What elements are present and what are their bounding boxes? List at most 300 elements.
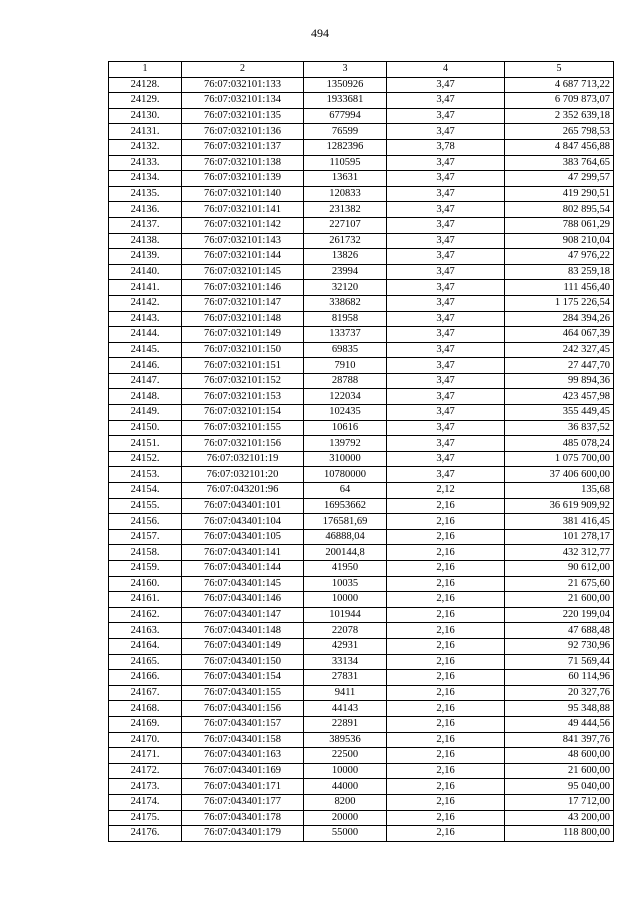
area-value-cell: 1282396	[304, 139, 387, 155]
table-row	[109, 561, 614, 577]
area-value-cell: 7910	[304, 358, 387, 374]
area-value-cell: 16953662	[304, 498, 387, 514]
area-value-cell: 677994	[304, 108, 387, 124]
area-value-cell: 231382	[304, 202, 387, 218]
table-row	[109, 779, 614, 795]
table-row	[109, 217, 614, 233]
table-row	[109, 405, 614, 421]
table-row	[109, 77, 614, 93]
row-number-cell: 24143.	[109, 311, 182, 327]
table-row	[109, 623, 614, 639]
area-value-cell: 10000	[304, 763, 387, 779]
data-table	[108, 61, 614, 842]
area-value-cell: 13631	[304, 171, 387, 187]
column-header-2: 2	[182, 62, 304, 78]
rate-value-cell: 2,16	[387, 654, 505, 670]
row-number-cell: 24135.	[109, 186, 182, 202]
row-number-cell: 24147.	[109, 373, 182, 389]
sum-value-cell: 71 569,44	[505, 654, 614, 670]
row-number-cell: 24141.	[109, 280, 182, 296]
table-row	[109, 373, 614, 389]
cadastral-number-cell: 76:07:032101:137	[182, 139, 304, 155]
row-number-cell: 24139.	[109, 249, 182, 265]
rate-value-cell: 3,78	[387, 139, 505, 155]
table-row	[109, 311, 614, 327]
sum-value-cell: 21 600,00	[505, 592, 614, 608]
rate-value-cell: 2,16	[387, 498, 505, 514]
table-row	[109, 529, 614, 545]
rate-value-cell: 3,47	[387, 327, 505, 343]
area-value-cell: 22500	[304, 748, 387, 764]
cadastral-number-cell: 76:07:043401:157	[182, 716, 304, 732]
table-row	[109, 826, 614, 842]
rate-value-cell: 3,47	[387, 311, 505, 327]
sum-value-cell: 27 447,70	[505, 358, 614, 374]
row-number-cell: 24171.	[109, 748, 182, 764]
row-number-cell: 24170.	[109, 732, 182, 748]
cadastral-number-cell: 76:07:032101:153	[182, 389, 304, 405]
sum-value-cell: 21 600,00	[505, 763, 614, 779]
cadastral-number-cell: 76:07:032101:155	[182, 420, 304, 436]
row-number-cell: 24132.	[109, 139, 182, 155]
area-value-cell: 9411	[304, 685, 387, 701]
cadastral-number-cell: 76:07:032101:19	[182, 451, 304, 467]
cadastral-number-cell: 76:07:043401:178	[182, 810, 304, 826]
rate-value-cell: 3,47	[387, 217, 505, 233]
rate-value-cell: 3,47	[387, 342, 505, 358]
rate-value-cell: 2,16	[387, 779, 505, 795]
rate-value-cell: 2,16	[387, 670, 505, 686]
rate-value-cell: 3,47	[387, 420, 505, 436]
sum-value-cell: 111 456,40	[505, 280, 614, 296]
table-row	[109, 732, 614, 748]
row-number-cell: 24133.	[109, 155, 182, 171]
sum-value-cell: 47 299,57	[505, 171, 614, 187]
sum-value-cell: 135,68	[505, 483, 614, 499]
sum-value-cell: 220 199,04	[505, 607, 614, 623]
table-row	[109, 327, 614, 343]
sum-value-cell: 20 327,76	[505, 685, 614, 701]
table-row	[109, 467, 614, 483]
area-value-cell: 133737	[304, 327, 387, 343]
cadastral-number-cell: 76:07:032101:139	[182, 171, 304, 187]
rate-value-cell: 3,47	[387, 186, 505, 202]
row-number-cell: 24131.	[109, 124, 182, 140]
row-number-cell: 24158.	[109, 545, 182, 561]
rate-value-cell: 3,47	[387, 202, 505, 218]
cadastral-number-cell: 76:07:032101:145	[182, 264, 304, 280]
rate-value-cell: 3,47	[387, 155, 505, 171]
cadastral-number-cell: 76:07:032101:133	[182, 77, 304, 93]
column-header-4: 4	[387, 62, 505, 78]
cadastral-number-cell: 76:07:032101:154	[182, 405, 304, 421]
table-body	[109, 77, 614, 841]
rate-value-cell: 3,47	[387, 405, 505, 421]
sum-value-cell: 2 352 639,18	[505, 108, 614, 124]
area-value-cell: 338682	[304, 295, 387, 311]
table-row	[109, 249, 614, 265]
table-row	[109, 202, 614, 218]
area-value-cell: 389536	[304, 732, 387, 748]
sum-value-cell: 36 837,52	[505, 420, 614, 436]
column-header-5: 5	[505, 62, 614, 78]
sum-value-cell: 1 075 700,00	[505, 451, 614, 467]
area-value-cell: 102435	[304, 405, 387, 421]
row-number-cell: 24174.	[109, 794, 182, 810]
sum-value-cell: 265 798,53	[505, 124, 614, 140]
cadastral-number-cell: 76:07:032101:135	[182, 108, 304, 124]
area-value-cell: 41950	[304, 561, 387, 577]
table-row	[109, 186, 614, 202]
rate-value-cell: 3,47	[387, 358, 505, 374]
table-row	[109, 93, 614, 109]
table-row	[109, 358, 614, 374]
rate-value-cell: 2,16	[387, 623, 505, 639]
cadastral-number-cell: 76:07:043401:155	[182, 685, 304, 701]
rate-value-cell: 3,47	[387, 108, 505, 124]
cadastral-number-cell: 76:07:043401:156	[182, 701, 304, 717]
rate-value-cell: 3,47	[387, 451, 505, 467]
cadastral-number-cell: 76:07:043401:179	[182, 826, 304, 842]
table-row	[109, 545, 614, 561]
sum-value-cell: 118 800,00	[505, 826, 614, 842]
cadastral-number-cell: 76:07:032101:20	[182, 467, 304, 483]
table-row	[109, 716, 614, 732]
rate-value-cell: 2,16	[387, 576, 505, 592]
row-number-cell: 24149.	[109, 405, 182, 421]
rate-value-cell: 2,16	[387, 794, 505, 810]
table-row	[109, 514, 614, 530]
table-row	[109, 794, 614, 810]
cadastral-number-cell: 76:07:043401:144	[182, 561, 304, 577]
rate-value-cell: 3,47	[387, 436, 505, 452]
sum-value-cell: 95 348,88	[505, 701, 614, 717]
area-value-cell: 28788	[304, 373, 387, 389]
table-row	[109, 763, 614, 779]
rate-value-cell: 2,16	[387, 732, 505, 748]
table-header	[109, 62, 614, 78]
rate-value-cell: 2,16	[387, 529, 505, 545]
cadastral-number-cell: 76:07:032101:136	[182, 124, 304, 140]
table-row	[109, 810, 614, 826]
sum-value-cell: 841 397,76	[505, 732, 614, 748]
area-value-cell: 176581,69	[304, 514, 387, 530]
row-number-cell: 24150.	[109, 420, 182, 436]
row-number-cell: 24128.	[109, 77, 182, 93]
rate-value-cell: 3,47	[387, 373, 505, 389]
area-value-cell: 1350926	[304, 77, 387, 93]
area-value-cell: 139792	[304, 436, 387, 452]
area-value-cell: 10780000	[304, 467, 387, 483]
area-value-cell: 110595	[304, 155, 387, 171]
row-number-cell: 24137.	[109, 217, 182, 233]
row-number-cell: 24166.	[109, 670, 182, 686]
table-row	[109, 670, 614, 686]
cadastral-number-cell: 76:07:032101:141	[182, 202, 304, 218]
rate-value-cell: 2,16	[387, 545, 505, 561]
table-row	[109, 576, 614, 592]
cadastral-number-cell: 76:07:032101:147	[182, 295, 304, 311]
area-value-cell: 76599	[304, 124, 387, 140]
cadastral-number-cell: 76:07:032101:134	[182, 93, 304, 109]
sum-value-cell: 60 114,96	[505, 670, 614, 686]
area-value-cell: 32120	[304, 280, 387, 296]
sum-value-cell: 419 290,51	[505, 186, 614, 202]
rate-value-cell: 2,16	[387, 685, 505, 701]
table-row	[109, 389, 614, 405]
cadastral-number-cell: 76:07:043401:158	[182, 732, 304, 748]
table-row	[109, 451, 614, 467]
row-number-cell: 24155.	[109, 498, 182, 514]
area-value-cell: 27831	[304, 670, 387, 686]
rate-value-cell: 3,47	[387, 124, 505, 140]
row-number-cell: 24156.	[109, 514, 182, 530]
row-number-cell: 24175.	[109, 810, 182, 826]
area-value-cell: 120833	[304, 186, 387, 202]
area-value-cell: 69835	[304, 342, 387, 358]
row-number-cell: 24146.	[109, 358, 182, 374]
area-value-cell: 23994	[304, 264, 387, 280]
row-number-cell: 24163.	[109, 623, 182, 639]
area-value-cell: 101944	[304, 607, 387, 623]
sum-value-cell: 49 444,56	[505, 716, 614, 732]
cadastral-number-cell: 76:07:032101:146	[182, 280, 304, 296]
area-value-cell: 33134	[304, 654, 387, 670]
cadastral-number-cell: 76:07:043401:147	[182, 607, 304, 623]
table-row	[109, 436, 614, 452]
cadastral-number-cell: 76:07:032101:142	[182, 217, 304, 233]
rate-value-cell: 2,16	[387, 810, 505, 826]
sum-value-cell: 464 067,39	[505, 327, 614, 343]
area-value-cell: 81958	[304, 311, 387, 327]
table-row	[109, 685, 614, 701]
area-value-cell: 22891	[304, 716, 387, 732]
rate-value-cell: 3,47	[387, 295, 505, 311]
sum-value-cell: 83 259,18	[505, 264, 614, 280]
table-row	[109, 748, 614, 764]
row-number-cell: 24172.	[109, 763, 182, 779]
rate-value-cell: 3,47	[387, 249, 505, 265]
rate-value-cell: 3,47	[387, 77, 505, 93]
rate-value-cell: 2,16	[387, 561, 505, 577]
sum-value-cell: 101 278,17	[505, 529, 614, 545]
cadastral-number-cell: 76:07:032101:143	[182, 233, 304, 249]
rate-value-cell: 3,47	[387, 389, 505, 405]
rate-value-cell: 2,16	[387, 826, 505, 842]
sum-value-cell: 99 894,36	[505, 373, 614, 389]
table-row	[109, 233, 614, 249]
area-value-cell: 8200	[304, 794, 387, 810]
rate-value-cell: 2,16	[387, 716, 505, 732]
cadastral-number-cell: 76:07:043401:145	[182, 576, 304, 592]
row-number-cell: 24161.	[109, 592, 182, 608]
cadastral-number-cell: 76:07:032101:138	[182, 155, 304, 171]
area-value-cell: 310000	[304, 451, 387, 467]
table-row	[109, 638, 614, 654]
rate-value-cell: 2,16	[387, 592, 505, 608]
row-number-cell: 24148.	[109, 389, 182, 405]
rate-value-cell: 3,47	[387, 171, 505, 187]
rate-value-cell: 2,16	[387, 638, 505, 654]
cadastral-number-cell: 76:07:043401:104	[182, 514, 304, 530]
cadastral-number-cell: 76:07:043401:148	[182, 623, 304, 639]
row-number-cell: 24165.	[109, 654, 182, 670]
cadastral-number-cell: 76:07:032101:151	[182, 358, 304, 374]
sum-value-cell: 90 612,00	[505, 561, 614, 577]
sum-value-cell: 47 976,22	[505, 249, 614, 265]
sum-value-cell: 1 175 226,54	[505, 295, 614, 311]
table-row	[109, 607, 614, 623]
cadastral-number-cell: 76:07:032101:149	[182, 327, 304, 343]
row-number-cell: 24154.	[109, 483, 182, 499]
column-header-1: 1	[109, 62, 182, 78]
area-value-cell: 46888,04	[304, 529, 387, 545]
row-number-cell: 24162.	[109, 607, 182, 623]
table-row	[109, 295, 614, 311]
area-value-cell: 10000	[304, 592, 387, 608]
sum-value-cell: 37 406 600,00	[505, 467, 614, 483]
rate-value-cell: 2,16	[387, 701, 505, 717]
sum-value-cell: 6 709 873,07	[505, 93, 614, 109]
table-row	[109, 171, 614, 187]
area-value-cell: 55000	[304, 826, 387, 842]
area-value-cell: 10616	[304, 420, 387, 436]
rate-value-cell: 3,47	[387, 93, 505, 109]
sum-value-cell: 47 688,48	[505, 623, 614, 639]
rate-value-cell: 2,12	[387, 483, 505, 499]
table-row	[109, 701, 614, 717]
rate-value-cell: 3,47	[387, 467, 505, 483]
area-value-cell: 20000	[304, 810, 387, 826]
sum-value-cell: 48 600,00	[505, 748, 614, 764]
row-number-cell: 24129.	[109, 93, 182, 109]
sum-value-cell: 383 764,65	[505, 155, 614, 171]
cadastral-number-cell: 76:07:043401:171	[182, 779, 304, 795]
table-row	[109, 498, 614, 514]
rate-value-cell: 2,16	[387, 763, 505, 779]
table-row	[109, 124, 614, 140]
sum-value-cell: 92 730,96	[505, 638, 614, 654]
sum-value-cell: 43 200,00	[505, 810, 614, 826]
cadastral-number-cell: 76:07:043401:177	[182, 794, 304, 810]
cadastral-number-cell: 76:07:043401:105	[182, 529, 304, 545]
column-header-3: 3	[304, 62, 387, 78]
cadastral-number-cell: 76:07:032101:152	[182, 373, 304, 389]
table-row	[109, 654, 614, 670]
rate-value-cell: 3,47	[387, 280, 505, 296]
row-number-cell: 24136.	[109, 202, 182, 218]
row-number-cell: 24153.	[109, 467, 182, 483]
header-row	[109, 62, 614, 78]
sum-value-cell: 423 457,98	[505, 389, 614, 405]
area-value-cell: 227107	[304, 217, 387, 233]
sum-value-cell: 381 416,45	[505, 514, 614, 530]
row-number-cell: 24140.	[109, 264, 182, 280]
row-number-cell: 24159.	[109, 561, 182, 577]
row-number-cell: 24176.	[109, 826, 182, 842]
table-row	[109, 280, 614, 296]
cadastral-number-cell: 76:07:043401:141	[182, 545, 304, 561]
sum-value-cell: 95 040,00	[505, 779, 614, 795]
area-value-cell: 64	[304, 483, 387, 499]
table-row	[109, 139, 614, 155]
table-row	[109, 264, 614, 280]
sum-value-cell: 908 210,04	[505, 233, 614, 249]
rate-value-cell: 3,47	[387, 233, 505, 249]
cadastral-number-cell: 76:07:043401:169	[182, 763, 304, 779]
area-value-cell: 44143	[304, 701, 387, 717]
table-row	[109, 342, 614, 358]
row-number-cell: 24168.	[109, 701, 182, 717]
sum-value-cell: 284 394,26	[505, 311, 614, 327]
row-number-cell: 24160.	[109, 576, 182, 592]
cadastral-number-cell: 76:07:043401:146	[182, 592, 304, 608]
cadastral-number-cell: 76:07:043401:154	[182, 670, 304, 686]
area-value-cell: 261732	[304, 233, 387, 249]
sum-value-cell: 17 712,00	[505, 794, 614, 810]
table-row	[109, 592, 614, 608]
cadastral-number-cell: 76:07:043401:150	[182, 654, 304, 670]
row-number-cell: 24157.	[109, 529, 182, 545]
cadastral-number-cell: 76:07:043401:163	[182, 748, 304, 764]
cadastral-number-cell: 76:07:032101:156	[182, 436, 304, 452]
row-number-cell: 24144.	[109, 327, 182, 343]
row-number-cell: 24142.	[109, 295, 182, 311]
table-row	[109, 155, 614, 171]
area-value-cell: 42931	[304, 638, 387, 654]
cadastral-number-cell: 76:07:043201:96	[182, 483, 304, 499]
rate-value-cell: 2,16	[387, 514, 505, 530]
cadastral-number-cell: 76:07:032101:150	[182, 342, 304, 358]
cadastral-number-cell: 76:07:032101:148	[182, 311, 304, 327]
sum-value-cell: 355 449,45	[505, 405, 614, 421]
sum-value-cell: 21 675,60	[505, 576, 614, 592]
cadastral-number-cell: 76:07:043401:101	[182, 498, 304, 514]
cadastral-number-cell: 76:07:032101:140	[182, 186, 304, 202]
row-number-cell: 24130.	[109, 108, 182, 124]
row-number-cell: 24145.	[109, 342, 182, 358]
sum-value-cell: 36 619 909,92	[505, 498, 614, 514]
row-number-cell: 24138.	[109, 233, 182, 249]
row-number-cell: 24134.	[109, 171, 182, 187]
area-value-cell: 22078	[304, 623, 387, 639]
cadastral-number-cell: 76:07:032101:144	[182, 249, 304, 265]
rate-value-cell: 2,16	[387, 748, 505, 764]
area-value-cell: 1933681	[304, 93, 387, 109]
sum-value-cell: 4 687 713,22	[505, 77, 614, 93]
area-value-cell: 200144,8	[304, 545, 387, 561]
sum-value-cell: 485 078,24	[505, 436, 614, 452]
sum-value-cell: 242 327,45	[505, 342, 614, 358]
page-number: 494	[311, 26, 329, 40]
sum-value-cell: 788 061,29	[505, 217, 614, 233]
table-row	[109, 420, 614, 436]
row-number-cell: 24173.	[109, 779, 182, 795]
area-value-cell: 122034	[304, 389, 387, 405]
table-row	[109, 108, 614, 124]
row-number-cell: 24152.	[109, 451, 182, 467]
area-value-cell: 10035	[304, 576, 387, 592]
row-number-cell: 24164.	[109, 638, 182, 654]
area-value-cell: 44000	[304, 779, 387, 795]
rate-value-cell: 3,47	[387, 264, 505, 280]
rate-value-cell: 2,16	[387, 607, 505, 623]
sum-value-cell: 802 895,54	[505, 202, 614, 218]
row-number-cell: 24169.	[109, 716, 182, 732]
cadastral-number-cell: 76:07:043401:149	[182, 638, 304, 654]
sum-value-cell: 4 847 456,88	[505, 139, 614, 155]
table-row	[109, 483, 614, 499]
